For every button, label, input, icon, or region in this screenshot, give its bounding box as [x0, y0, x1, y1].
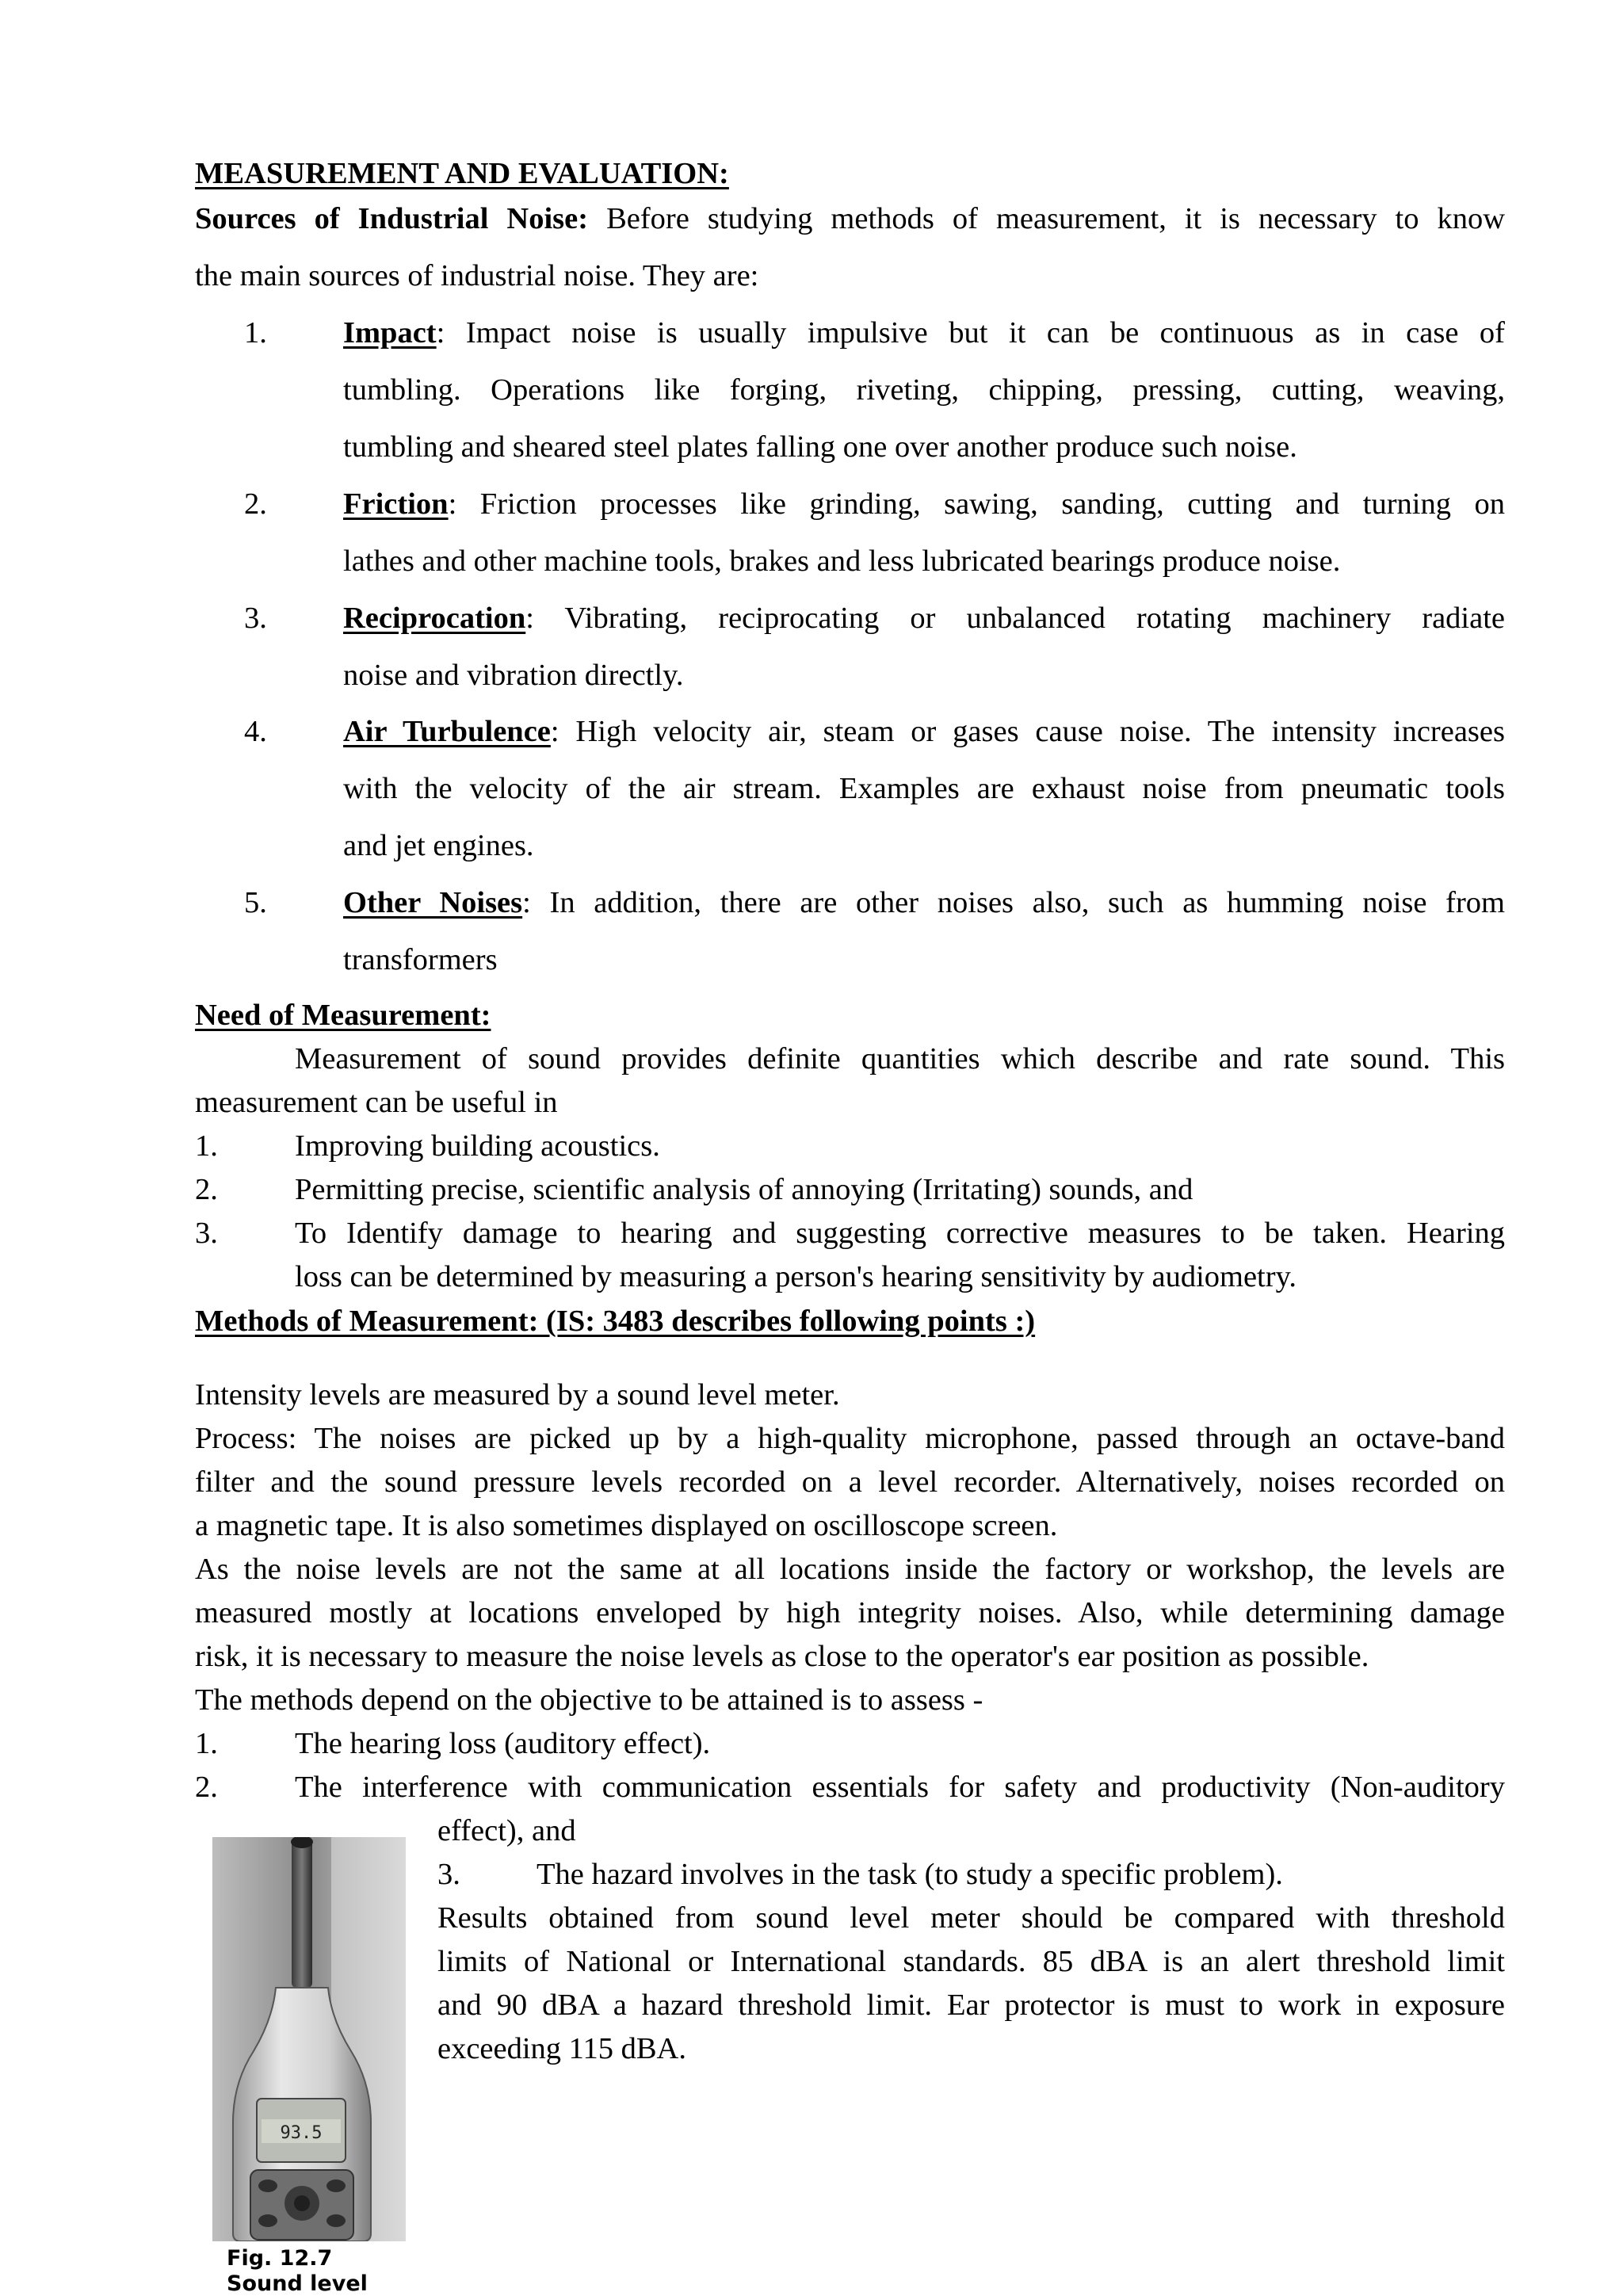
- methods-item-number: 1.: [195, 1727, 218, 1760]
- source-text-line: : Vibrating, reciprocating or unbalanced rotating machinery radiate: [525, 602, 1505, 635]
- source-item-friction: [343, 486, 1505, 522]
- source-item-other-noises: [343, 884, 1505, 921]
- sources-intro-line1: Before studying methods of measurement, it is necessary to know: [606, 202, 1506, 235]
- source-item-number: 5.: [244, 886, 267, 919]
- source-text-line: : In addition, there are other noises also, such as humming noise from: [522, 886, 1505, 919]
- methods-text-line: As the noise levels are not the same at all locations inside the factory or workshop, the levels are: [195, 1553, 1505, 1586]
- source-text-line: and jet engines.: [343, 829, 534, 862]
- need-paragraph-line: Measurement of sound provides definite quantities which describe and rate sound. This: [295, 1042, 1505, 1075]
- sources-intro: [195, 201, 1505, 237]
- need-item-text: Permitting precise, scientific analysis of annoying (Irritating) sounds, and: [295, 1173, 1193, 1206]
- results-text-line: and 90 dBA a hazard threshold limit. Ear protector is must to work in exposure: [437, 1988, 1505, 2022]
- methods-text-line: The methods depend on the objective to be attained is to assess -: [195, 1683, 983, 1717]
- sources-heading: Sources of Industrial Noise:: [195, 202, 589, 235]
- results-text-line: exceeding 115 dBA.: [437, 2032, 686, 2065]
- display-reading: 93.5: [280, 2123, 323, 2143]
- figure-caption-text: Sound level: [227, 2271, 368, 2296]
- source-text-line: noise and vibration directly.: [343, 659, 684, 692]
- methods-item-number: 2.: [195, 1771, 218, 1804]
- results-text-line: limits of National or International standards. 85 dBA is an alert threshold limit: [437, 1945, 1505, 1978]
- source-text-line: : Friction processes like grinding, sawing, sanding, cutting and turning on: [448, 487, 1505, 521]
- source-text-line: : High velocity air, steam or gases cause noise. The intensity increases: [550, 715, 1505, 748]
- source-item-impact: [343, 315, 1505, 351]
- sound-level-meter-image: [212, 1837, 406, 2241]
- methods-text-line: a magnetic tape. It is also sometimes displayed on oscilloscope screen.: [195, 1509, 1058, 1542]
- source-text-line: : Impact noise is usually impulsive but it can be continuous as in case of: [436, 316, 1505, 350]
- source-item-number: 3.: [244, 602, 267, 635]
- source-term: Air Turbulence: [343, 715, 551, 748]
- source-item-air-turbulence: [343, 713, 1505, 750]
- need-item-number: 3.: [195, 1217, 218, 1250]
- source-text-line: with the velocity of the air stream. Examples are exhaust noise from pneumatic tools: [343, 772, 1505, 805]
- methods-text-line: filter and the sound pressure levels recorded on a level recorder. Alternatively, noises recorded on: [195, 1465, 1505, 1499]
- source-text-line: transformers: [343, 943, 498, 976]
- source-text-line: tumbling. Operations like forging, riveting, chipping, pressing, cutting, weaving,: [343, 373, 1505, 407]
- source-text-line: tumbling and sheared steel plates falling one over another produce such noise.: [343, 430, 1297, 464]
- sound-level-meter-figure: [212, 1837, 406, 2241]
- need-item-text: To Identify damage to hearing and suggesting corrective measures to be taken. Hearing: [295, 1217, 1505, 1250]
- methods-item-text: effect), and: [437, 1814, 576, 1847]
- need-paragraph-line: measurement can be useful in: [195, 1086, 558, 1119]
- sources-intro-line2: the main sources of industrial noise. They are:: [195, 259, 759, 292]
- source-term: Reciprocation: [343, 602, 526, 635]
- methods-text-line: risk, it is necessary to measure the noise levels as close to the operator's ear position as possible.: [195, 1640, 1369, 1673]
- results-text-line: Results obtained from sound level meter should be compared with threshold: [437, 1901, 1505, 1935]
- need-item-text: Improving building acoustics.: [295, 1129, 660, 1163]
- microphone-icon: [292, 1837, 312, 1988]
- methods-text-line: measured mostly at locations enveloped by high integrity noises. Also, while determining damage: [195, 1596, 1505, 1629]
- figure-caption-label: Fig. 12.7: [227, 2246, 333, 2271]
- methods-item-text: The hearing loss (auditory effect).: [295, 1727, 711, 1760]
- methods-text-line: Intensity levels are measured by a sound level meter.: [195, 1378, 840, 1412]
- source-term: Friction: [343, 487, 449, 521]
- need-item-number: 2.: [195, 1173, 218, 1206]
- source-term: Impact: [343, 316, 437, 350]
- source-item-number: 1.: [244, 316, 267, 350]
- source-item-number: 2.: [244, 487, 267, 521]
- source-item-number: 4.: [244, 715, 267, 748]
- methods-heading: Methods of Measurement: (IS: 3483 describes following points :): [195, 1305, 1036, 1338]
- need-heading: Need of Measurement:: [195, 999, 491, 1032]
- source-term: Other Noises: [343, 886, 523, 919]
- need-item-text: loss can be determined by measuring a person's hearing sensitivity by audiometry.: [295, 1260, 1296, 1293]
- source-item-reciprocation: [343, 600, 1505, 636]
- need-item-number: 1.: [195, 1129, 218, 1163]
- methods-item-number: 3.: [437, 1858, 460, 1891]
- page-title: MEASUREMENT AND EVALUATION:: [195, 157, 729, 190]
- methods-text-line: Process: The noises are picked up by a high-quality microphone, passed through an octave-band: [195, 1422, 1505, 1455]
- source-text-line: lathes and other machine tools, brakes and less lubricated bearings produce noise.: [343, 544, 1341, 578]
- methods-item-text: The interference with communication essentials for safety and productivity (Non-auditory: [295, 1771, 1505, 1804]
- methods-item-text: The hazard involves in the task (to study a specific problem).: [537, 1858, 1283, 1891]
